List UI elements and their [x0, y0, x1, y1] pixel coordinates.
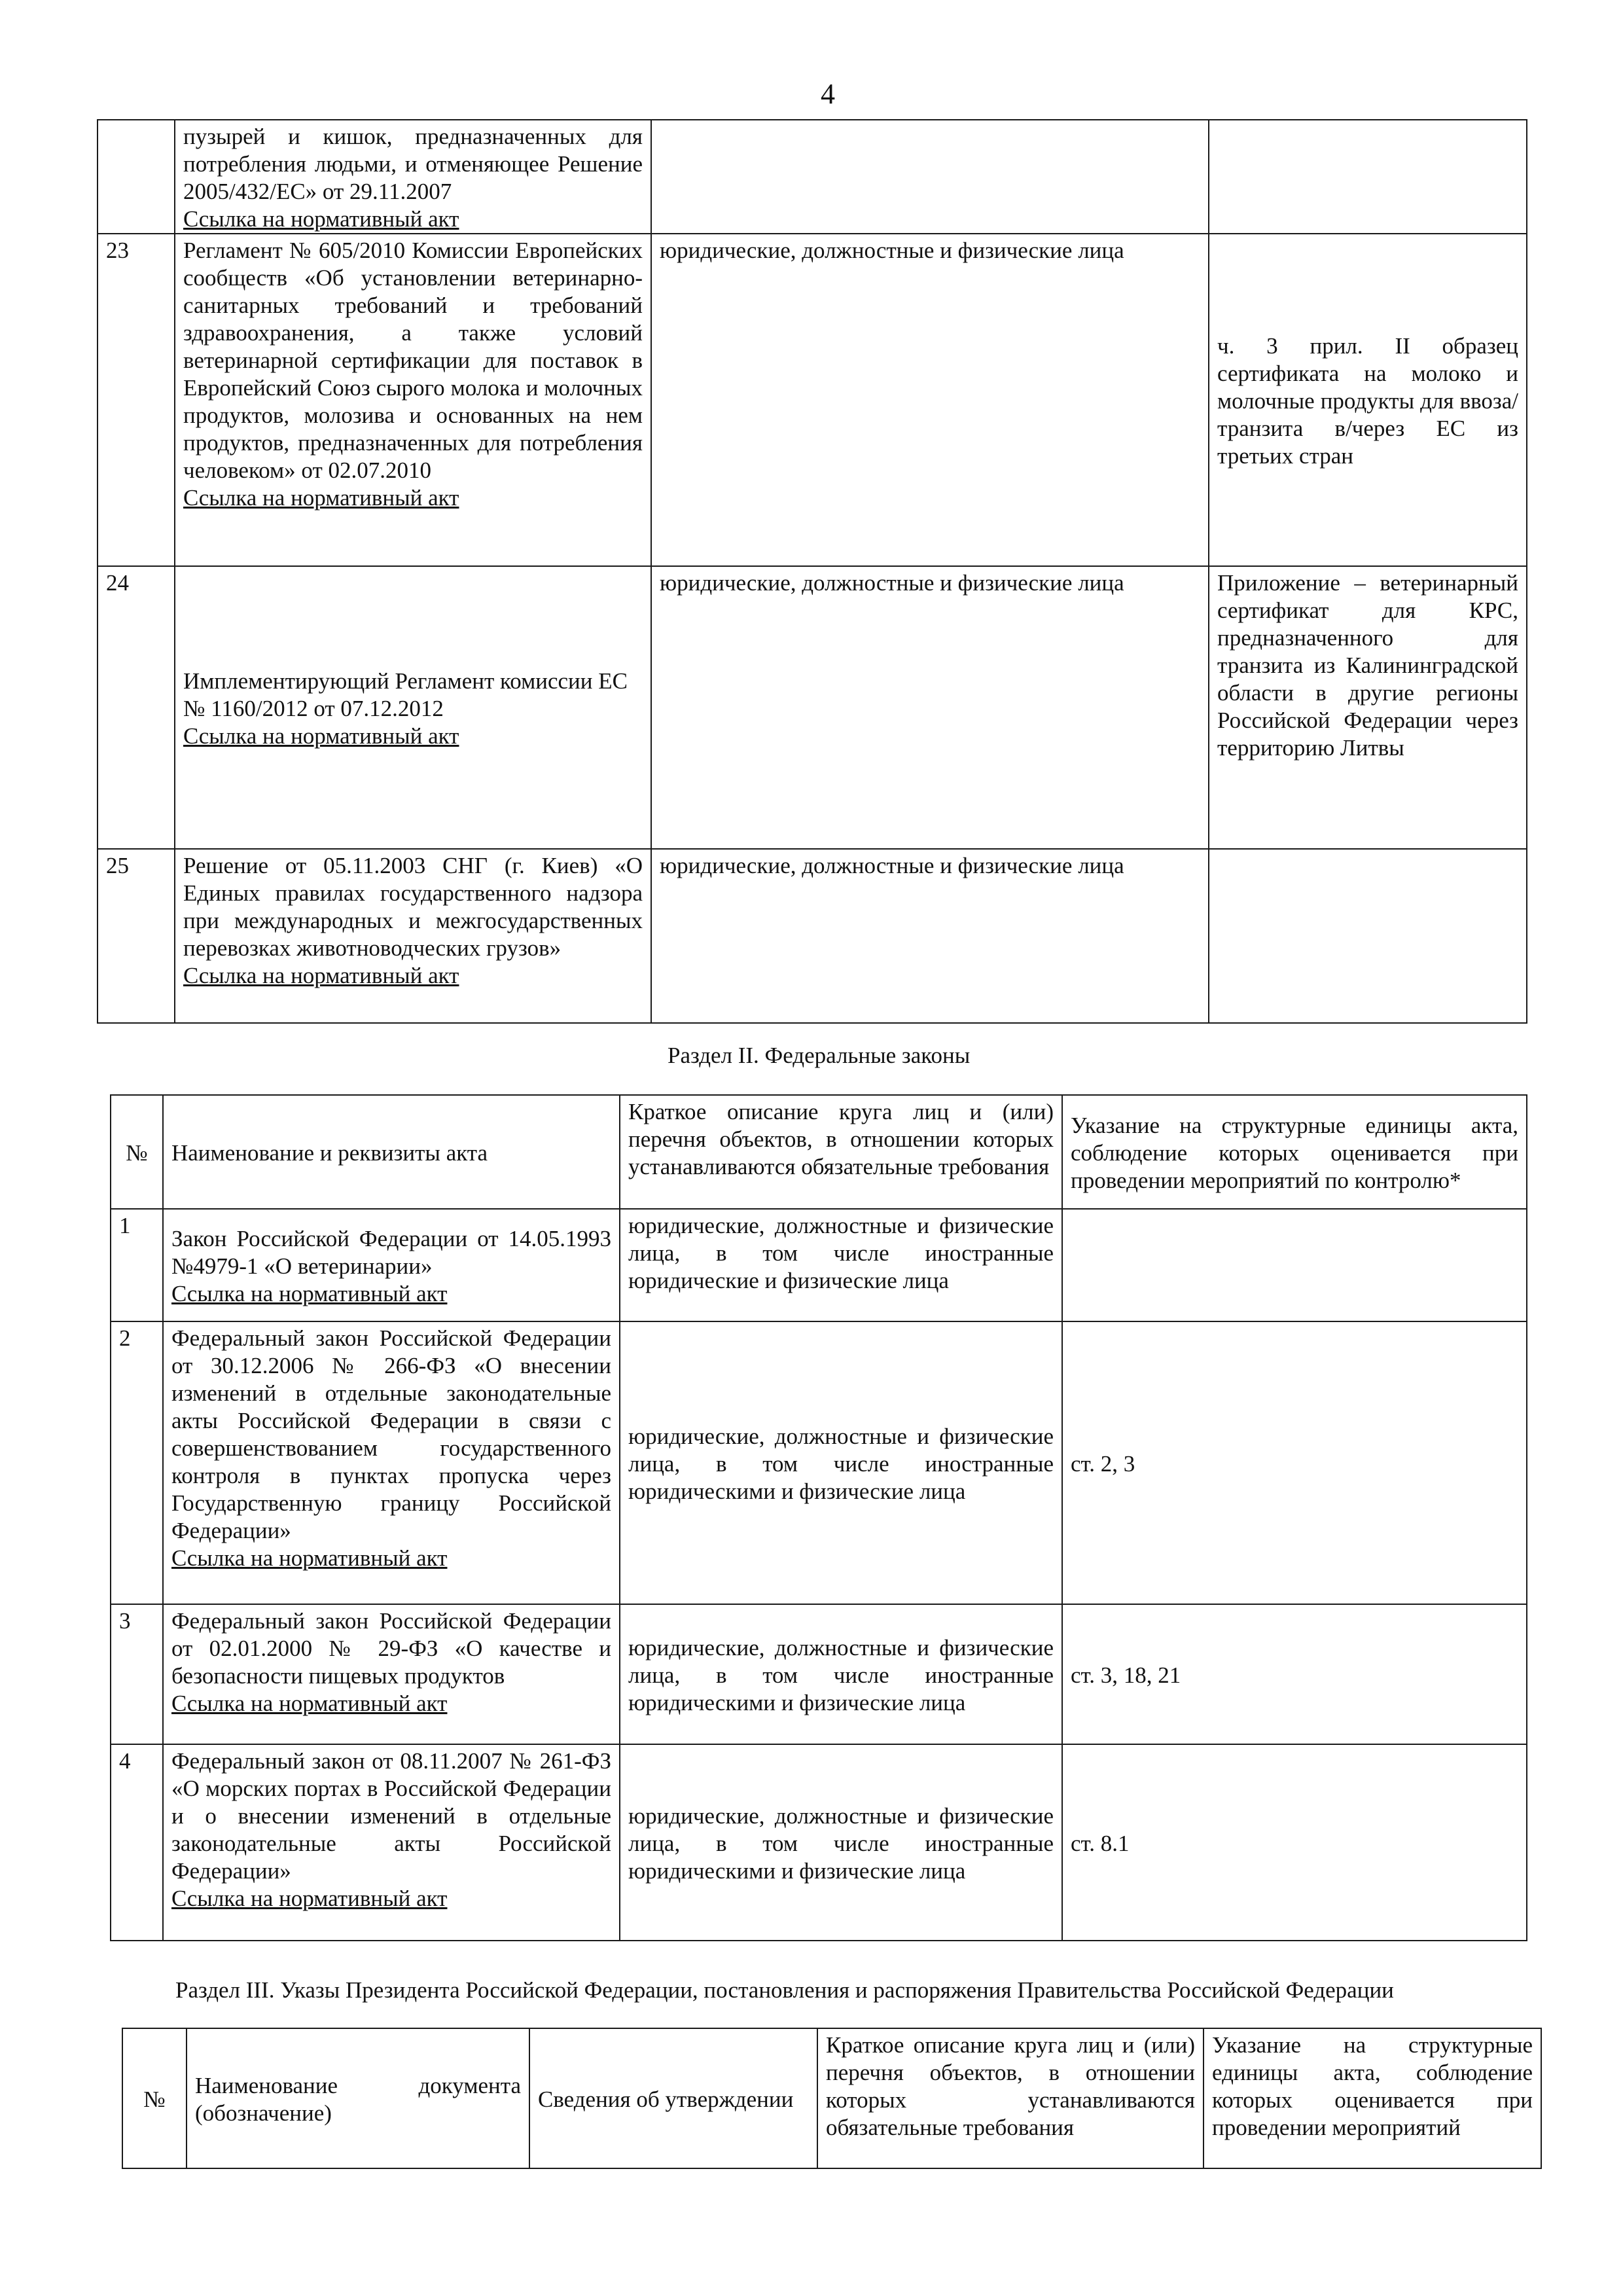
act-cell	[163, 1744, 620, 1941]
header-units: Указание на структурные единицы акта, соблюдение которых оценивается при проведении мероприятий	[1204, 2028, 1541, 2168]
normative-act-link[interactable]: Ссылка на нормативный акт	[171, 1886, 448, 1911]
units-cell: ст. 3, 18, 21	[1062, 1604, 1527, 1744]
normative-act-link[interactable]: Ссылка на нормативный акт	[183, 206, 459, 232]
normative-act-link[interactable]: Ссылка на нормативный акт	[171, 1545, 448, 1571]
normative-act-link[interactable]: Ссылка на нормативный акт	[171, 1281, 448, 1306]
table-row	[98, 566, 1527, 849]
normative-act-link[interactable]: Ссылка на нормативный акт	[183, 485, 459, 511]
persons-cell: юридические, должностные и физические лица, в том числе иностранные юридическими и физические лица	[620, 1744, 1062, 1941]
persons-cell	[651, 120, 1209, 234]
act-title: Регламент № 605/2010 Комиссии Европейских сообществ «Об установлении ветеринарно-санитарных требований и требований здравоохранения, а также условий ветеринарной сертификации для поставок в Европейский Союз сырого молока и молочных продуктов, молозива и основанных на нем продуктов, предназначенных для потребления человеком» от 02.07.2010	[183, 238, 643, 483]
act-title: Решение от 05.11.2003 СНГ (г. Киев) «О Единых правилах государственного надзора при международных и межгосударственных перевозках животноводческих грузов»	[183, 853, 643, 961]
table-row	[111, 1209, 1527, 1321]
act-cell	[175, 566, 651, 849]
units-cell: Приложение – ветеринарный сертификат для КРС, предназначенного для транзита из Калининградской области в другие регионы Российской Федерации через территорию Литвы	[1209, 566, 1527, 849]
persons-cell: юридические, должностные и физические лица, в том числе иностранные юридическими и физические лица	[620, 1604, 1062, 1744]
table-header-row	[111, 1095, 1527, 1209]
table-row	[98, 849, 1527, 1023]
header-persons: Краткое описание круга лиц и (или) перечня объектов, в отношении которых устанавливаются обязательные требования	[817, 2028, 1204, 2168]
units-cell: ч. 3 прил. II образец сертификата на молоко и молочные продукты для ввоза/ транзита в/через ЕС из третьих стран	[1209, 234, 1527, 566]
table-header-row	[122, 2028, 1541, 2168]
table-row	[98, 120, 1527, 234]
persons-cell: юридические, должностные и физические лица	[651, 566, 1209, 849]
section-iii-title: Раздел III. Указы Президента Российской Федерации, постановления и распоряжения Правительства Российской Федерации	[175, 1977, 1394, 2003]
persons-cell: юридические, должностные и физические лица	[651, 234, 1209, 566]
header-act-name: Наименование и реквизиты акта	[163, 1095, 620, 1209]
row-number: 24	[98, 566, 175, 849]
act-title: Федеральный закон Российской Федерации от 30.12.2006 № 266-ФЗ «О внесении изменений в отдельные законодательные акты Российской Федерации в связи с совершенствованием государственного контроля в пунктах пропуска через Государственную границу Российской Федерации»	[171, 1325, 611, 1543]
header-number: №	[111, 1095, 163, 1209]
act-cell	[163, 1209, 620, 1321]
units-cell	[1062, 1209, 1527, 1321]
act-cell	[175, 849, 651, 1023]
table-row	[111, 1604, 1527, 1744]
units-cell: ст. 2, 3	[1062, 1321, 1527, 1604]
act-title: Закон Российской Федерации от 14.05.1993 №4979-1 «О ветеринарии»	[171, 1226, 611, 1279]
row-number: 23	[98, 234, 175, 566]
header-approval: Сведения об утверждении	[529, 2028, 817, 2168]
act-title: Имплементирующий Регламент комиссии ЕС № 1160/2012 от 07.12.2012	[183, 668, 628, 721]
header-persons: Краткое описание круга лиц и (или) перечня объектов, в отношении которых устанавливаются обязательные требования	[620, 1095, 1062, 1209]
row-number: 3	[111, 1604, 163, 1744]
section-ii-table	[110, 1094, 1527, 1941]
act-cell	[175, 120, 651, 234]
table-row	[111, 1744, 1527, 1941]
page-number: 4	[821, 78, 835, 110]
normative-act-link[interactable]: Ссылка на нормативный акт	[183, 723, 459, 749]
normative-act-link[interactable]: Ссылка на нормативный акт	[183, 963, 459, 988]
persons-cell: юридические, должностные и физические лица, в том числе иностранные юридические и физические лица	[620, 1209, 1062, 1321]
row-number: 25	[98, 849, 175, 1023]
units-cell	[1209, 120, 1527, 234]
header-units: Указание на структурные единицы акта, соблюдение которых оценивается при проведении мероприятий по контролю*	[1062, 1095, 1527, 1209]
units-cell	[1209, 849, 1527, 1023]
section-iii-table	[122, 2028, 1542, 2169]
header-number: №	[122, 2028, 187, 2168]
table-row	[111, 1321, 1527, 1604]
normative-act-link[interactable]: Ссылка на нормативный акт	[171, 1691, 448, 1716]
row-number: 2	[111, 1321, 163, 1604]
header-document-name: Наименование документа (обозначение)	[187, 2028, 529, 2168]
section-i-table	[97, 119, 1527, 1024]
units-cell: ст. 8.1	[1062, 1744, 1527, 1941]
act-cell	[175, 234, 651, 566]
row-number: 1	[111, 1209, 163, 1321]
section-ii-title: Раздел II. Федеральные законы	[668, 1043, 971, 1068]
act-cell	[163, 1321, 620, 1604]
table-row	[98, 234, 1527, 566]
act-title: Федеральный закон Российской Федерации от 02.01.2000 № 29-ФЗ «О качестве и безопасности пищевых продуктов	[171, 1608, 611, 1689]
act-cell	[163, 1604, 620, 1744]
persons-cell: юридические, должностные и физические лица, в том числе иностранные юридическими и физические лица	[620, 1321, 1062, 1604]
act-title: пузырей и кишок, предназначенных для потребления людьми, и отменяющее Решение 2005/432/ЕС» от 29.11.2007	[183, 124, 643, 204]
row-number: 4	[111, 1744, 163, 1941]
act-title: Федеральный закон от 08.11.2007 № 261-ФЗ «О морских портах в Российской Федерации и о внесении изменений в отдельные законодательные акты Российской Федерации»	[171, 1748, 611, 1884]
persons-cell: юридические, должностные и физические лица	[651, 849, 1209, 1023]
row-number	[98, 120, 175, 234]
